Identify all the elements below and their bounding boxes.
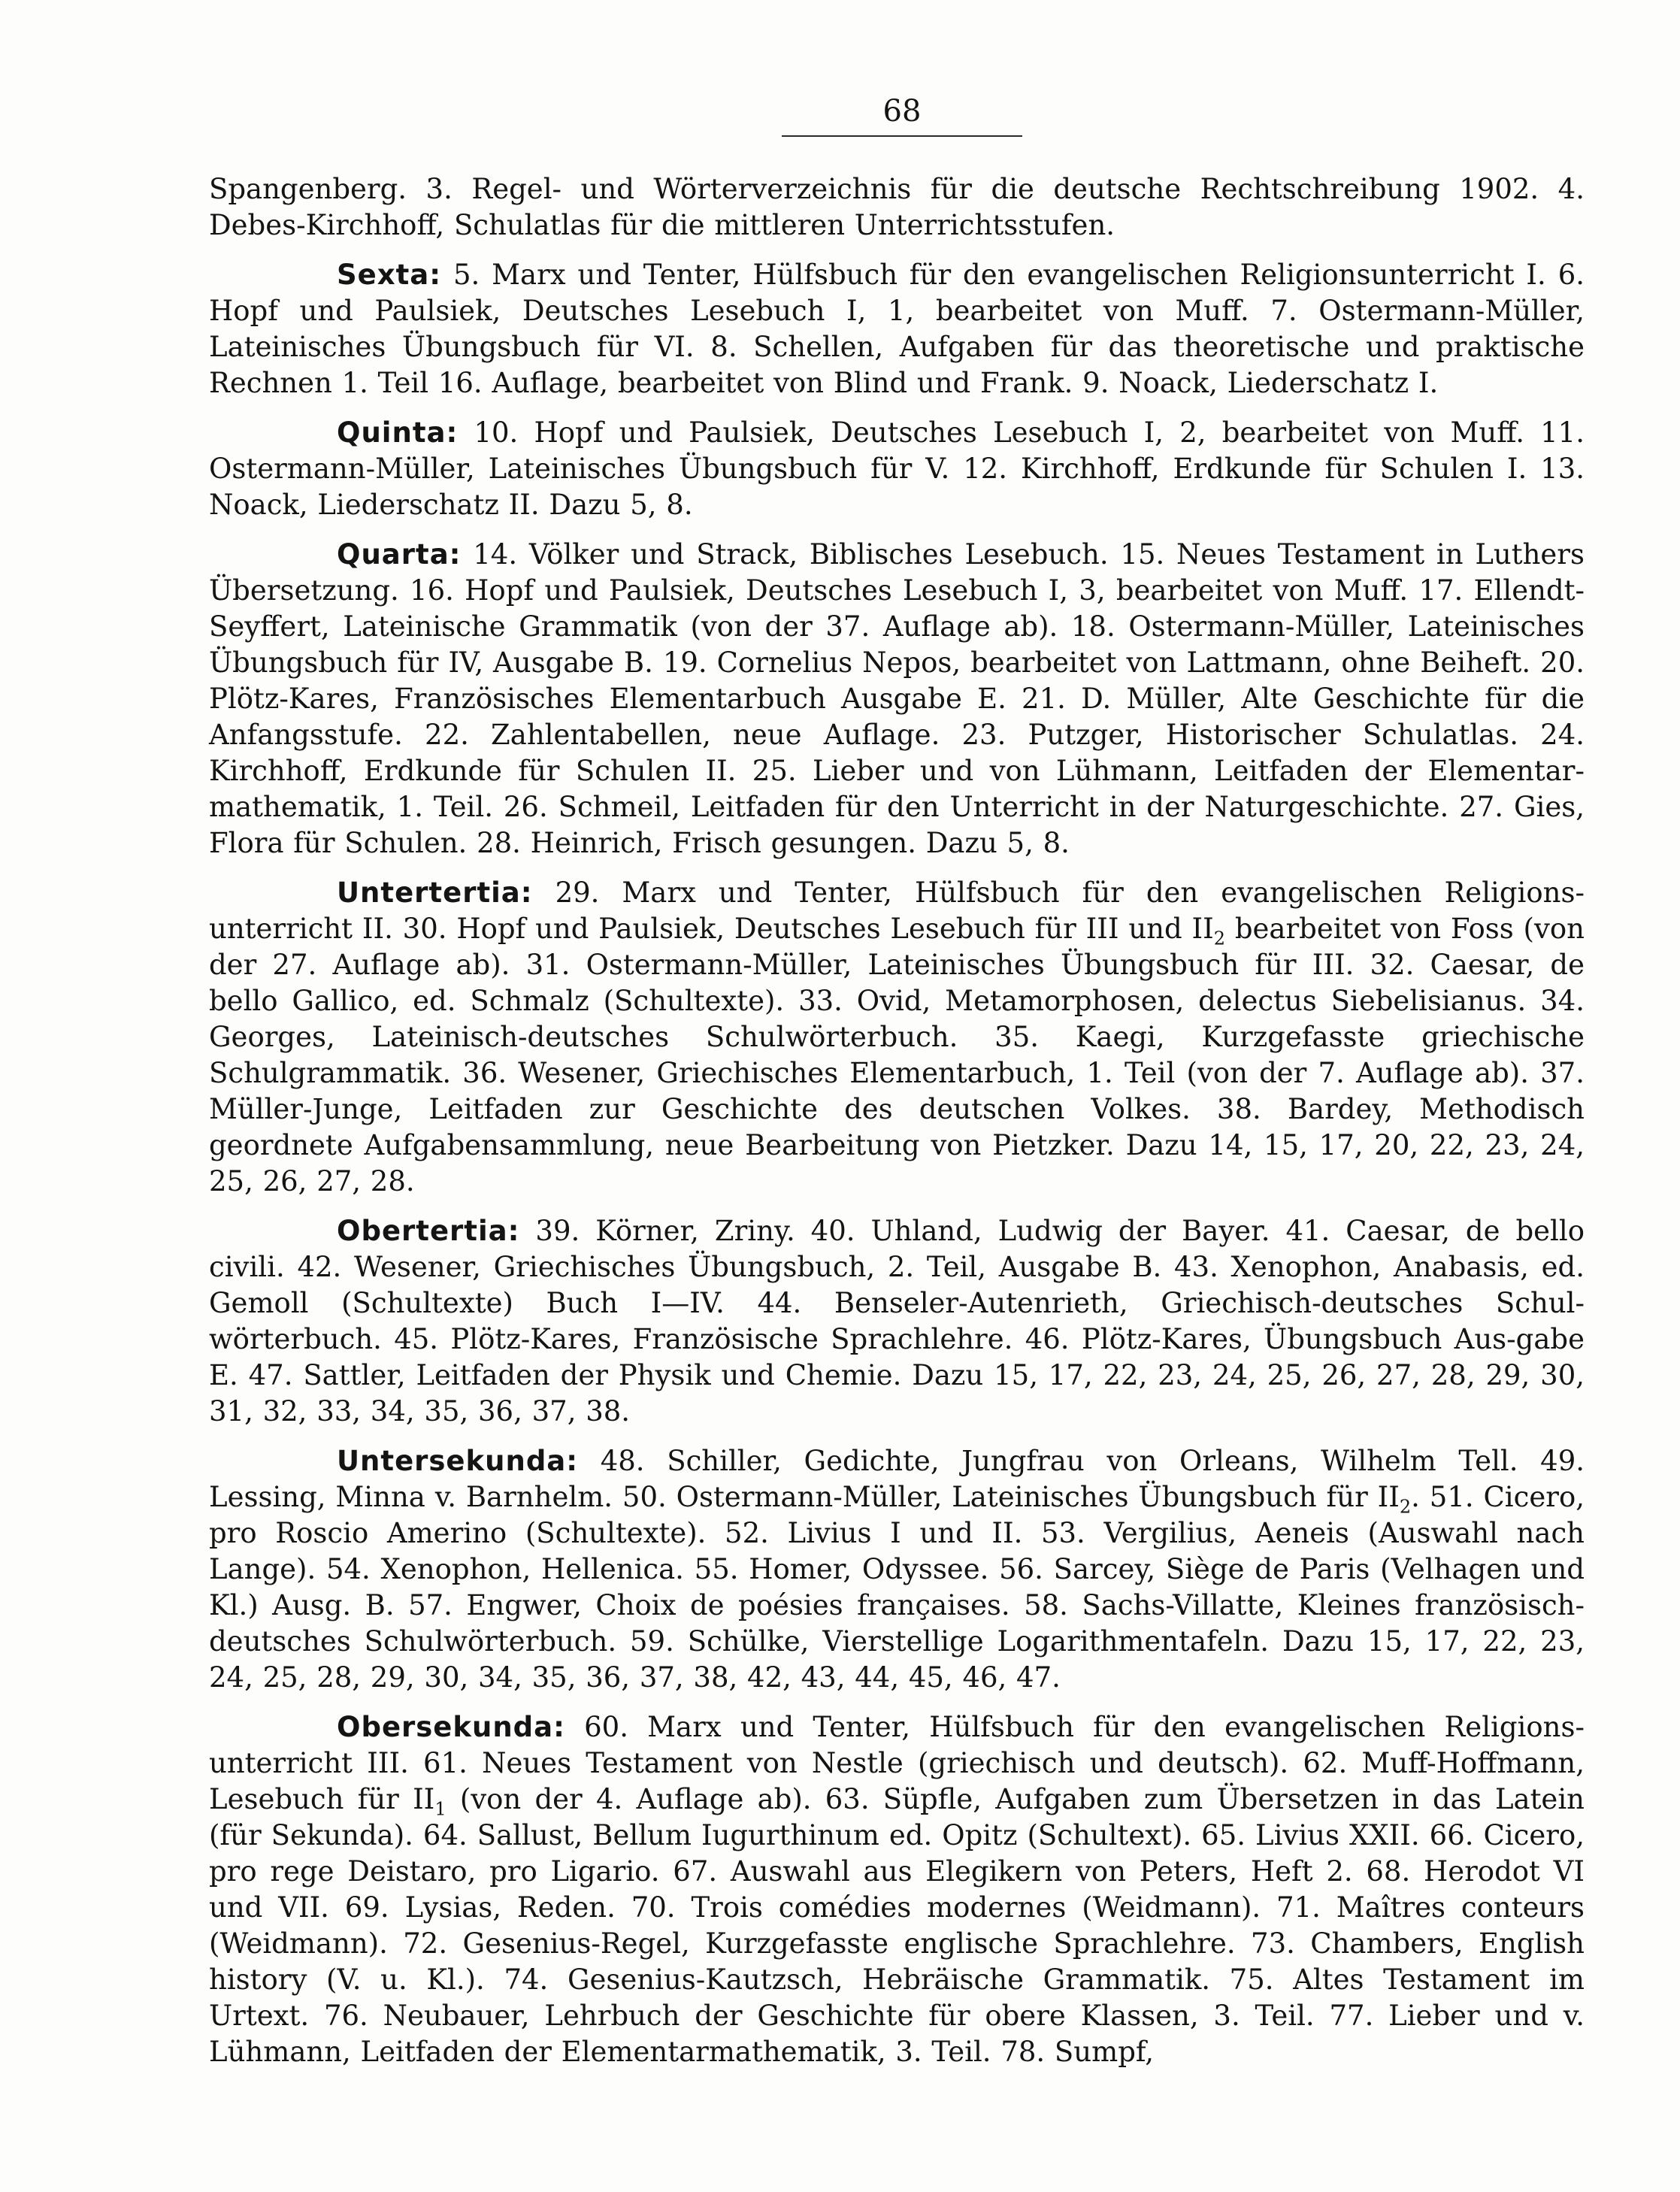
subscript: 2 [1399, 1496, 1412, 1518]
paragraph-text: 10. Hopf und Paulsiek, Deutsches Lesebuch I, 2, bearbeitet von Muff. 11. Ostermann-Müller, Lateinisches Übungsbuch für V. 12. Kirchhoff, Erdkunde für Schulen I. 13. Noack, Liederschatz II. Dazu 5, 8. [209, 416, 1585, 521]
class-label: Untertertia: [337, 876, 533, 909]
paragraph-text: 29. Marx und Tenter, Hülfsbuch für den evangelischen Religions-unterricht II. 30. Hopf und Paulsiek, Deutsches Lesebuch für III und II [209, 876, 1585, 945]
paragraph-untertertia [209, 875, 1585, 1200]
paragraph-text: 14. Völker und Strack, Biblisches Lesebuch. 15. Neues Testament in Luthers Übersetzung. 16. Hopf und Paulsiek, Deutsches Lesebuch I, 3, bearbeitet von Muff. 17. Ellendt-Seyffert, Lateinische Grammatik (von der 37. Auflage ab). 18. Ostermann-Müller, Lateinisches Übungsbuch für IV, Ausgabe B. 19. Cornelius Nepos, bearbeitet von Lattmann, ohne Beiheft. 20. Plötz-Kares, Französisches Elementarbuch Ausgabe E. 21. D. Müller, Alte Geschichte für die Anfangsstufe. 22. Zahlentabellen, neue Auflage. 23. Putzger, Historischer Schulatlas. 24. Kirchhoff, Erdkunde für Schulen II. 25. Lieber und von Lühmann, Leitfaden der Elementar-mathematik, 1. Teil. 26. Schmeil, Leitfaden für den Unterricht in der Naturgeschichte. 27. Gies, Flora für Schulen. 28. Heinrich, Frisch gesungen. Dazu 5, 8. [209, 538, 1585, 859]
paragraph-text: (von der 4. Auflage ab). 63. Süpfle, Aufgaben zum Übersetzen in das Latein (für Sekunda). 64. Sallust, Bellum Iugurthinum ed. Opitz (Schultext). 65. Livius XXII. 66. Cicero, pro rege Deistaro, pro Ligario. 67. Auswahl aus Elegikern von Peters, Heft 2. 68. Herodot VI und VII. 69. Lysias, Reden. 70. Trois comédies modernes (Weidmann). 71. Maîtres conteurs (Weidmann). 72. Gesenius-Regel, Kurzgefasste englische Sprachlehre. 73. Chambers, English history (V. u. Kl.). 74. Gesenius-Kautzsch, Hebräische Grammatik. 75. Altes Testament im Urtext. 76. Neubauer, Lehrbuch der Geschichte für obere Klassen, 3. Teil. 77. Lieber und v. Lühmann, Leitfaden der Elementarmathematik, 3. Teil. 78. Sumpf, [209, 1783, 1585, 2068]
book-list-text [209, 171, 1585, 2084]
class-label: Obersekunda: [337, 1711, 565, 1743]
paragraph-text: 48. Schiller, Gedichte, Jungfrau von Orleans, Wilhelm Tell. 49. Lessing, Minna v. Barnhelm. 50. Ostermann-Müller, Lateinisches Übungsbuch für II [209, 1445, 1585, 1513]
paragraph-intro [209, 171, 1585, 244]
paragraph-obersekunda [209, 1709, 1585, 2070]
paragraph-text: Spangenberg. 3. Regel- und Wörterverzeichnis für die deutsche Rechtschreibung 1902. 4. Debes-Kirchhoff, Schulatlas für die mittleren Unterrichtsstufen. [209, 173, 1585, 241]
paragraph-text: . 51. Cicero, pro Roscio Amerino (Schultexte). 52. Livius I und II. 53. Vergilius, Aeneis (Auswahl nach Lange). 54. Xenophon, Hellenica. 55. Homer, Odyssee. 56. Sarcey, Siège de Paris (Velhagen und Kl.) Ausg. B. 57. Engwer, Choix de poésies françaises. 58. Sachs-Villatte, Kleines französisch-deutsches Schulwörterbuch. 59. Schülke, Vierstellige Logarithmentafeln. Dazu 15, 17, 22, 23, 24, 25, 28, 29, 30, 34, 35, 36, 37, 38, 42, 43, 44, 45, 46, 47. [209, 1481, 1585, 1694]
page-number: 68 [882, 94, 922, 129]
subscript: 2 [1213, 928, 1225, 949]
paragraph-text: 39. Körner, Zriny. 40. Uhland, Ludwig der Bayer. 41. Caesar, de bello civili. 42. Wesener, Griechisches Übungsbuch, 2. Teil, Ausgabe B. 43. Xenophon, Anabasis, ed. Gemoll (Schultexte) Buch I—IV. 44. Benseler-Autenrieth, Griechisch-deutsches Schul-wörterbuch. 45. Plötz-Kares, Französische Sprachlehre. 46. Plötz-Kares, Übungsbuch Aus-gabe E. 47. Sattler, Leitfaden der Physik und Chemie. Dazu 15, 17, 22, 23, 24, 25, 26, 27, 28, 29, 30, 31, 32, 33, 34, 35, 36, 37, 38. [209, 1215, 1585, 1428]
paragraph-text: 60. Marx und Tenter, Hülfsbuch für den evangelischen Religions-unterricht III. 61. Neues Testament von Nestle (griechisch und deutsch). 62. Muff-Hoffmann, Lesebuch für II [209, 1711, 1585, 1815]
paragraph-quarta [209, 537, 1585, 861]
paragraph-text: 5. Marx und Tenter, Hülfsbuch für den evangelischen Religionsunterricht I. 6. Hopf und Paulsiek, Deutsches Lesebuch I, 1, bearbeitet von Muff. 7. Ostermann-Müller, Lateinisches Übungsbuch für VI. 8. Schellen, Aufgaben für das theoretische und praktische Rechnen 1. Teil 16. Auflage, bearbeitet von Blind und Frank. 9. Noack, Liederschatz I. [209, 259, 1585, 399]
class-label: Sexta: [337, 259, 442, 291]
paragraph-text: bearbeitet von Foss (von der 27. Auflage ab). 31. Ostermann-Müller, Lateinisches Übungsbuch für III. 32. Caesar, de bello Gallico, ed. Schmalz (Schultexte). 33. Ovid, Metamorphosen, delectus Siebelisianus. 34. Georges, Lateinisch-deutsches Schulwörterbuch. 35. Kaegi, Kurzgefasste griechische Schulgrammatik. 36. Wesener, Griechisches Elementarbuch, 1. Teil (von der 7. Auflage ab). 37. Müller-Junge, Leitfaden zur Geschichte des deutschen Volkes. 38. Bardey, Methodisch geordnete Aufgabensammlung, neue Bearbeitung von Pietzker. Dazu 14, 15, 17, 20, 22, 23, 24, 25, 26, 27, 28. [209, 913, 1585, 1197]
header-rule [782, 135, 1022, 137]
class-label: Untersekunda: [337, 1445, 579, 1477]
paragraph-quinta [209, 415, 1585, 523]
class-label: Quarta: [337, 538, 462, 571]
paragraph-sexta [209, 257, 1585, 401]
class-label: Obertertia: [337, 1215, 520, 1247]
paragraph-untersekunda [209, 1443, 1585, 1696]
subscript: 1 [434, 1798, 446, 1820]
paragraph-obertertia [209, 1213, 1585, 1430]
class-label: Quinta: [337, 416, 459, 449]
